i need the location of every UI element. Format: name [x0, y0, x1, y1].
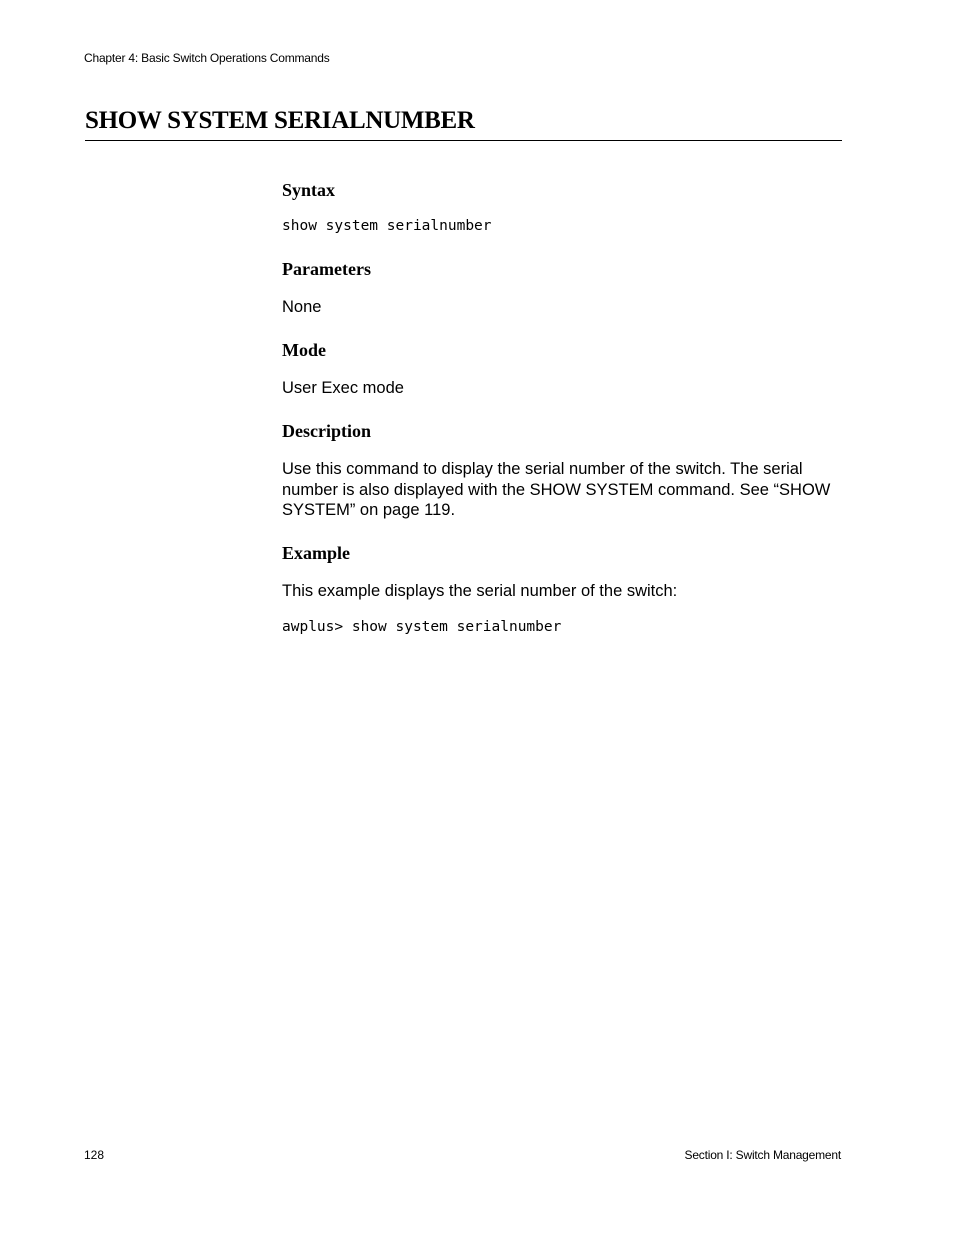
page-number: 128 [84, 1148, 105, 1162]
syntax-heading: Syntax [282, 180, 336, 200]
mode-heading: Mode [282, 340, 326, 360]
syntax-code: show system serialnumber [282, 218, 492, 234]
description-text: Use this command to display the serial number of the switch. The serial number is also displayed with the SHOW SYSTEM command. See “SHOW SYSTEM” on page 119. [282, 460, 831, 519]
parameters-heading: Parameters [282, 259, 371, 279]
mode-text: User Exec mode [282, 379, 404, 397]
title-rule [85, 140, 842, 141]
example-heading: Example [282, 543, 351, 563]
parameters-text: None [282, 298, 322, 316]
example-code: awplus> show system serialnumber [282, 619, 562, 635]
example-text: This example displays the serial number of the switch: [282, 582, 678, 600]
footer-section: Section I: Switch Management [684, 1148, 841, 1162]
running-header: Chapter 4: Basic Switch Operations Commands [84, 51, 330, 65]
page-title: SHOW SYSTEM SERIALNUMBER [85, 107, 475, 134]
description-heading: Description [282, 421, 371, 441]
